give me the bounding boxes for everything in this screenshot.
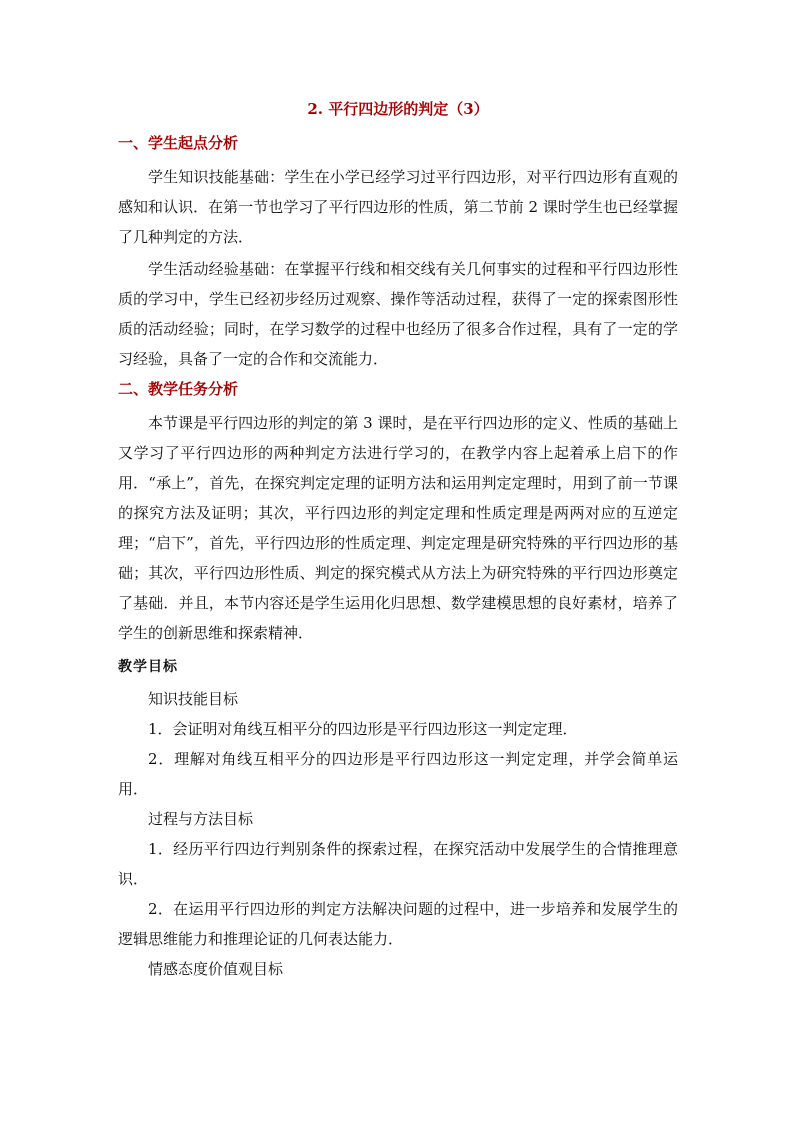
section-heading-task-analysis: 二、教学任务分析 [118,380,239,398]
document-title: 2. 平行四边形的判定（3） [307,100,489,118]
section-heading-student-analysis: 一、学生起点分析 [118,134,239,152]
process-objective-item: 2．在运用平行四边形的判定方法解决问题的过程中，进一步培养和发展学生的逻辑思维能力和推理论证的几何表达能力． [118,900,678,948]
emotion-objectives-label: 情感态度价值观目标 [148,960,284,978]
document-body [118,98,678,984]
teaching-objectives-heading: 教学目标 [118,659,178,675]
paragraph-activity-experience: 学生活动经验基础：在掌握平行线和相交线有关几何事实的过程和平行四边形性质的学习中，学生已经初步经历过观察、操作等活动过程，获得了一定的探索图形性质的活动经验；同时，在学习数学的过程中也经历了很多合作过程，具有了一定的学习经验，具备了一定的合作和交流能力． [118,260,678,368]
process-objectives-label: 过程与方法目标 [148,810,254,828]
knowledge-objective-item: 1．会证明对角线互相平分的四边形是平行四边形这一判定定理． [148,720,578,738]
knowledge-objective-item: 2．理解对角线互相平分的四边形是平行四边形这一判定定理，并学会简单运用． [118,750,678,798]
knowledge-objectives-label: 知识技能目标 [148,690,239,708]
paragraph-knowledge-foundation: 学生知识技能基础：学生在小学已经学习过平行四边形，对平行四边形有直观的感知和认识．在第一节也学习了平行四边形的性质，第二节前 2 课时学生也已经掌握了几种判定的方法． [118,168,678,246]
paragraph-task-analysis: 本节课是平行四边形的判定的第 3 课时，是在平行四边形的定义、性质的基础上又学习了平行四边形的两种判定方法进行学习的，在教学内容上起着承上启下的作用．“承上”，首先，在探究判定定理的证明方法和运用判定定理时，用到了前一节课的探究方法及证明；其次，平行四边形的判定定理和性质定理是两两对应的互逆定理；“启下”，首先，平行四边形的性质定理、判定定理是研究特殊的平行四边形的基础；其次，平行四边形性质、判定的探究模式从方法上为研究特殊的平行四边形奠定了基础．并且，本节内容还是学生运用化归思想、数学建模思想的良好素材，培养了学生的创新思维和探索精神． [118,414,678,642]
process-objective-item: 1．经历平行四边行判别条件的探索过程，在探究活动中发展学生的合情推理意识． [118,840,678,888]
